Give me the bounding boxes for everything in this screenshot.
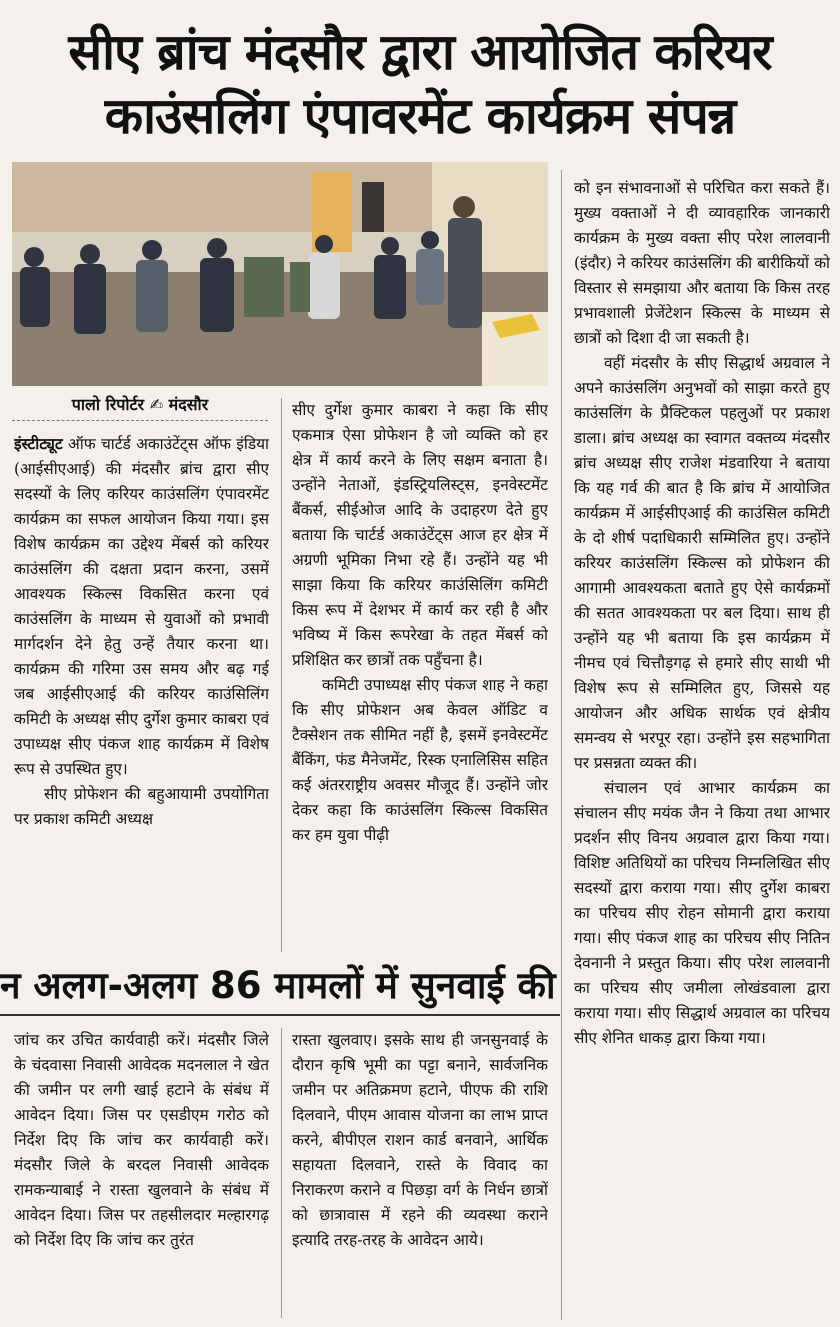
article-col3-para-3: संचालन एवं आभार कार्यक्रम का संचालन सीए मयंक जैन ने किया तथा आभार प्रदर्शन सीए विनय अग्रवाल द्वारा किया गया। विशिष्ट अतिथियों का परिचय निम्नलिखित सीए सदस्यों द्वारा कराया गया। सीए दुर्गेश काबरा का परिचय सीए रोहन सोमानी द्वारा कराया गया। सीए पंकज शाह का परिचय सीए नितिन देवनानी ने प्रस्तुत किया। सीए परेश लालवानी का परिचय सीए जमीला लोखंडवाला द्वारा कराया गया। सीए सिद्धार्थ अग्रवाल का परिचय सीए शेनित धाकड़ द्वारा किया गया। [574,779,830,1047]
article-col2-para-1: सीए दुर्गेश कुमार काबरा ने कहा कि सीए एकमात्र ऐसा प्रोफेशन है जो व्यक्ति को हर क्षेत्र में कार्य करने के लिए सक्षम बनाता है। उन्होंने नेताओं, इंडस्ट्रियलिस्ट्स, इनवेस्टमेंट बैंकर्स, सीईओज आदि के उदाहरण देते हुए बताया कि चार्टर्ड अकाउंटेंट्स आज हर क्षेत्र में अग्रणी भूमिका निभा रहे हैं। उन्होंने यह भी साझा किया कि करियर काउंसिलिंग कमिटी किस रूप में देशभर में कार्य कर रही है और भविष्य में किस रूपरेखा के तहत मेंबर्स को प्रशिक्षित कर छात्रों तक पहुँचना है। [292,401,548,669]
headline-line-1: सीए ब्रांच मंदसौर द्वारा आयोजित करियर [68,23,772,81]
article-column-1 [14,432,269,952]
column-divider [281,398,282,952]
byline: पालो रिपोर्टर ✍ मंदसौर [12,392,268,421]
article-col3-para-2: वहीं मंदसौर के सीए सिद्धार्थ अग्रवाल ने अपने काउंसलिंग अनुभवों को साझा करते हुए काउंसलिंग के प्रैक्टिकल पहलुओं पर प्रकाश डाला। ब्रांच अध्यक्ष का स्वागत वक्तव्य मंदसौर ब्रांच अध्यक्ष सीए राजेश मंडवारिया ने बताया कि यह गर्व की बात है कि ब्रांच में आयोजित कार्यक्रम में आईसीएआई की काउंसिल कमिटी के दो शीर्ष पदाधिकारी सम्मिलित हुए। उन्होंने करियर काउंसलिंग स्किल्स को प्रोफेशन की आगामी आवश्यकता बताते हुए ऐसे कार्यक्रमों की सतत आवश्यकता पर बल दिया। साथ ही उन्होंने यह भी बताया कि इस कार्यक्रम में नीमच एवं चित्तौड़गढ़ से हमारे सीए साथी भी विशेष रूप से सम्मिलित हुए, जिससे यह आयोजन और अधिक सार्थक एवं क्षेत्रीय समन्वय से भरपूर रहा। उन्होंने इस सहभागिता पर प्रसन्नता व्यक्त की। [574,354,830,772]
second-story-col1-text: जांच कर उचित कार्यवाही करें। मंदसौर जिले के चंदवासा निवासी आवेदक मदनलाल ने खेत की जमीन पर लगी खाई हटाने के संबंध में आवेदन दिया। जिस पर एसडीएम गरोठ को निर्देश दिए कि जांच कर कार्यवाही करें। मंदसौर जिले के बरदल निवासी आवेदक रामकन्याबाई ने रास्ता खुलवाने के संबंध में आवेदन दिया। जिस पर तहसीलदार मल्हारगढ़ को निर्देश दिए कि जांच कर तुरंत [14,1031,269,1249]
headline-underline [0,1014,560,1016]
article-column-3 [574,176,830,1316]
column-divider [281,1028,282,1318]
event-photo-illustration [12,162,548,386]
column-divider [561,170,562,1320]
headline [10,20,830,148]
article-column-2 [292,398,548,952]
headline-line-2: काउंसलिंग एंपावरमेंट कार्यक्रम संपन्न [104,87,736,145]
article-col1-para-1: ऑफ चार्टर्ड अकाउंटेंट्स ऑफ इंडिया (आईसीएआई) की मंदसौर ब्रांच द्वारा सीए सदस्यों के लिए करियर काउंसलिंग एंपावरमेंट कार्यक्रम का सफल आयोजन किया गया। इस विशेष कार्यक्रम का उद्देश्य मेंबर्स को करियर काउंसलिंग की दक्षता प्रदान करना, उसमें आवश्यक स्किल्स विकसित करना एवं काउंसलिंग के माध्यम से युवाओं को प्रभावी मार्गदर्शन देने हेतु उन्हें तैयार करना था। कार्यक्रम की गरिमा उस समय और बढ़ गई जब आईसीएआई की करियर काउंसिलिंग कमिटी के अध्यक्ष सीए दुर्गेश कुमार काबरा एवं उपाध्यक्ष सीए पंकज शाह कार्यक्रम में विशेष रूप से उपस्थित हुए। [14,435,269,778]
second-story-column-2 [292,1028,548,1318]
lead-bold-word: इंस्टीट्यूट [14,435,63,453]
second-story-headline: न अलग-अलग 86 मामलों में सुनवाई की [0,964,556,1007]
article-col2-para-2: कमिटी उपाध्यक्ष सीए पंकज शाह ने कहा कि सीए प्रोफेशन अब केवल ऑडिट व टैक्सेशन तक सीमित नहीं है, इसमें इनवेस्टमेंट बैंकिंग, फंड मैनेजमेंट, रिस्क एनालिसिस सहित कई अंतरराष्ट्रीय अवसर मौजूद हैं। उन्होंने जोर देकर कहा कि काउंसलिंग स्किल्स विकसित कर हम युवा पीढ़ी [292,676,548,844]
second-story-column-1 [14,1028,269,1318]
article-col1-para-2: सीए प्रोफेशन की बहुआयामी उपयोगिता पर प्रकाश कमिटी अध्यक्ष [14,785,269,828]
event-photo [12,162,548,386]
article-col3-para-1: को इन संभावनाओं से परिचित करा सकते हैं। मुख्य वक्ताओं ने दी व्यावहारिक जानकारी कार्यक्रम के मुख्य वक्ता सीए परेश लालवानी (इंदौर) ने करियर काउंसलिंग की बारीकियों को विस्तार से समझाया और बताया कि किस तरह प्रभावशाली प्रेजेंटेशन स्किल्स के माध्यम से छात्रों को दिशा दी जा सकती है। [574,179,830,347]
second-story-col2-text: रास्ता खुलवाए। इसके साथ ही जनसुनवाई के दौरान कृषि भूमी का पट्टा बनाने, सार्वजनिक जमीन पर अतिक्रमण हटाने, पीएफ की राशि दिलवाने, पीएम आवास योजना का लाभ प्राप्त करने, बीपीएल राशन कार्ड बनवाने, आर्थिक सहायता दिलवाने, रास्ते के विवाद का निराकरण कराने व पिछड़ा वर्ग के निर्धन छात्रों को छात्रावास में रहने की व्यवस्था कराने इत्यादि तरह-तरह के आवेदन आये। [292,1031,548,1249]
